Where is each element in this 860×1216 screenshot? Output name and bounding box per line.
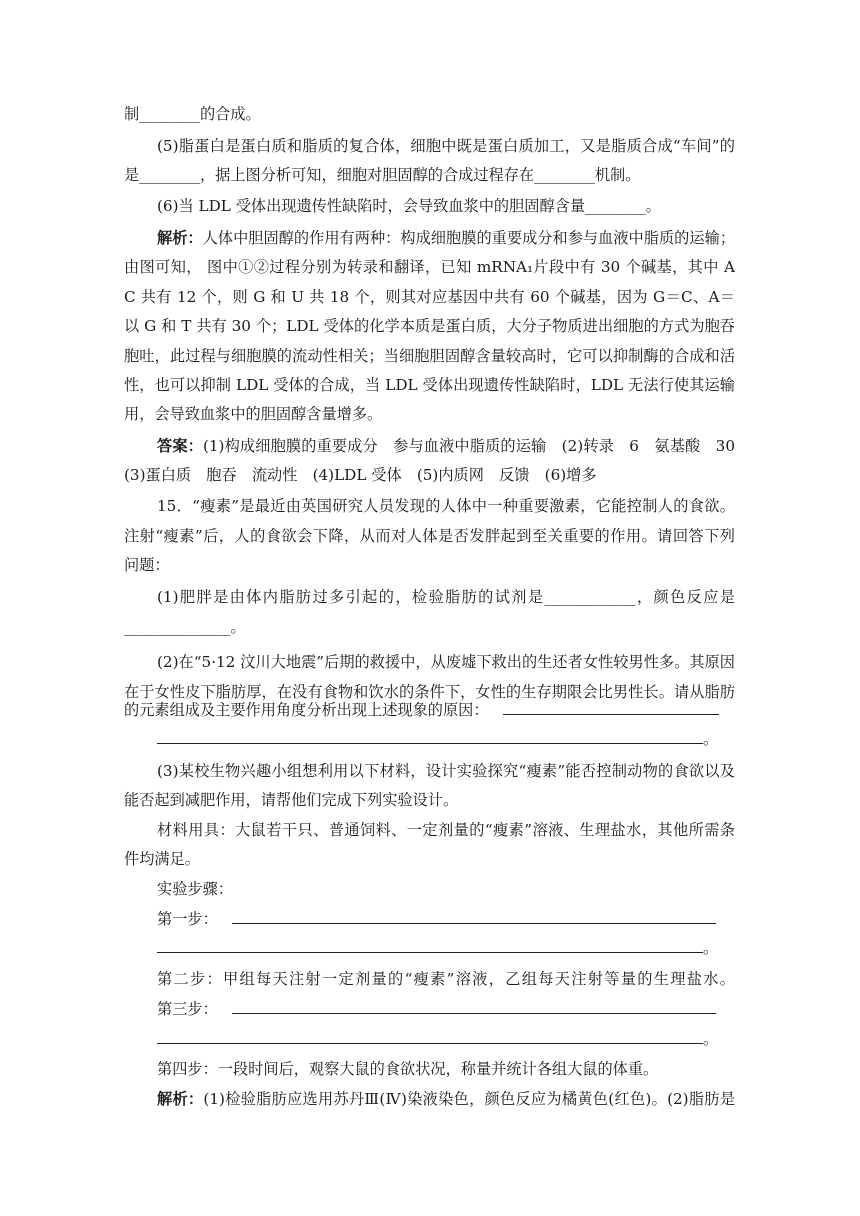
step-2-line: 第二步：甲组每天注射一定剂量的“瘦素”溶液，乙组每天注射等量的生理盐水。 xyxy=(157,970,735,988)
answer-line: (3)蛋白质 胞吞 流动性 (4)LDL 受体 (5)内质网 反馈 (6)增多 xyxy=(124,466,597,484)
analysis-label: 解析： xyxy=(157,1090,204,1108)
analysis-line: 由图可知， 图中①②过程分别为转录和翻译，已知 mRNA₁片段中有 30 个碱基，其中 A xyxy=(124,258,735,276)
analysis-line xyxy=(157,228,735,248)
answer-blank[interactable] xyxy=(157,1029,703,1044)
steps-heading: 实验步骤： xyxy=(157,880,233,898)
question-15-2-line: (2)在“5·12 汶川大地震”后期的救援中，从废墟下救出的生还者女性较男性多。其原因 xyxy=(157,653,735,671)
question-15-2-line: 在于女性皮下脂肪厚，在没有食物和饮水的条件下，女性的生存期限会比男性长。请从脂肪 xyxy=(124,683,735,701)
analysis-line: 以 G 和 T 共有 30 个；LDL 受体的化学本质是蛋白质，大分子物质进出细胞的方式为胞吞 xyxy=(124,317,735,335)
answer-text: (1)构成细胞膜的重要成分 参与血液中脂质的运输 (2)转录 6 氨基酸 30 xyxy=(202,437,735,455)
answer-blank[interactable] xyxy=(232,909,716,924)
period: 。 xyxy=(703,730,719,748)
answer-blank[interactable] xyxy=(503,700,719,715)
materials-line: 材料用具：大鼠若干只、普通饲料、一定剂量的“瘦素”溶液、生理盐水，其他所需条 xyxy=(157,821,735,839)
question-15-line: 注射“瘦素”后，人的食欲会下降，从而对人体是否发胖起到至关重要的作用。请回答下列 xyxy=(124,527,735,545)
materials-line: 件均满足。 xyxy=(124,850,200,868)
answer-line xyxy=(157,436,735,456)
analysis-line: 胞吐，此过程与细胞膜的流动性相关；当细胞胆固醇含量较高时，它可以抑制酶的合成和活 xyxy=(124,347,735,365)
text-line: ______________。 xyxy=(124,618,246,636)
period: 。 xyxy=(703,939,719,957)
step-4-line: 第四步：一段时间后，观察大鼠的食欲状况，称量并统计各组大鼠的体重。 xyxy=(157,1060,659,1078)
blank-line xyxy=(157,1029,718,1049)
answer-blank[interactable] xyxy=(157,938,703,953)
analysis-text: 人体中胆固醇的作用有两种：构成细胞膜的重要成分和参与血液中脂质的运输； xyxy=(202,229,735,247)
analysis-line xyxy=(157,1089,735,1109)
reason-prompt: 的元素组成及主要作用角度分析出现上述现象的原因： xyxy=(124,701,489,719)
answer-blank[interactable] xyxy=(157,729,703,744)
analysis-line: C 共有 12 个，则 G 和 U 共 18 个，则其对应基因中共有 60 个碱基，因为 G＝C、A＝ xyxy=(124,288,735,306)
question-15-3-line: 能否起到减肥作用，请帮他们完成下列实验设计。 xyxy=(124,791,459,809)
period: 。 xyxy=(703,1030,719,1048)
question-15-line: 15．“瘦素”是最近由英国研究人员发现的人体中一种重要激素，它能控制人的食欲。 xyxy=(157,497,735,515)
question-15-1-line: (1)肥胖是由体内脂肪过多引起的，检验脂肪的试剂是____________，颜色反应是 xyxy=(157,588,735,606)
step-3-label: 第三步： xyxy=(157,1000,218,1018)
text-line: 制________的合成。 xyxy=(124,105,261,123)
question-15-line: 问题： xyxy=(124,556,170,574)
answer-label: 答案： xyxy=(157,437,203,455)
blank-line xyxy=(157,729,718,749)
analysis-label: 解析： xyxy=(157,229,203,247)
reason-line xyxy=(124,700,724,720)
question-5-line: (5)脂蛋白是蛋白质和脂质的复合体，细胞中既是蛋白质加工，又是脂质合成“车间”的 xyxy=(157,137,735,155)
analysis-line: 用，会导致血浆中的胆固醇含量增多。 xyxy=(124,405,383,423)
step-1-line xyxy=(157,909,717,929)
blank-line xyxy=(157,938,718,958)
step-3-line xyxy=(157,999,717,1019)
analysis-line: 性，也可以抑制 LDL 受体的合成，当 LDL 受体出现遗传性缺陷时，LDL 无法行使其运输 xyxy=(124,376,735,394)
answer-blank[interactable] xyxy=(232,999,716,1014)
text-line: 是________，据上图分析可知，细胞对胆固醇的合成过程存在________机制。 xyxy=(124,166,641,184)
step-1-label: 第一步： xyxy=(157,910,218,928)
question-15-3-line: (3)某校生物兴趣小组想利用以下材料，设计实验探究“瘦素”能否控制动物的食欲以及 xyxy=(157,762,735,780)
analysis-text: (1)检验脂肪应选用苏丹Ⅲ(Ⅳ)染液染色，颜色反应为橘黄色(红色)。(2)脂肪是 xyxy=(203,1090,735,1108)
question-6-line: (6)当 LDL 受体出现遗传性缺陷时，会导致血浆中的胆固醇含量________。 xyxy=(157,197,661,215)
